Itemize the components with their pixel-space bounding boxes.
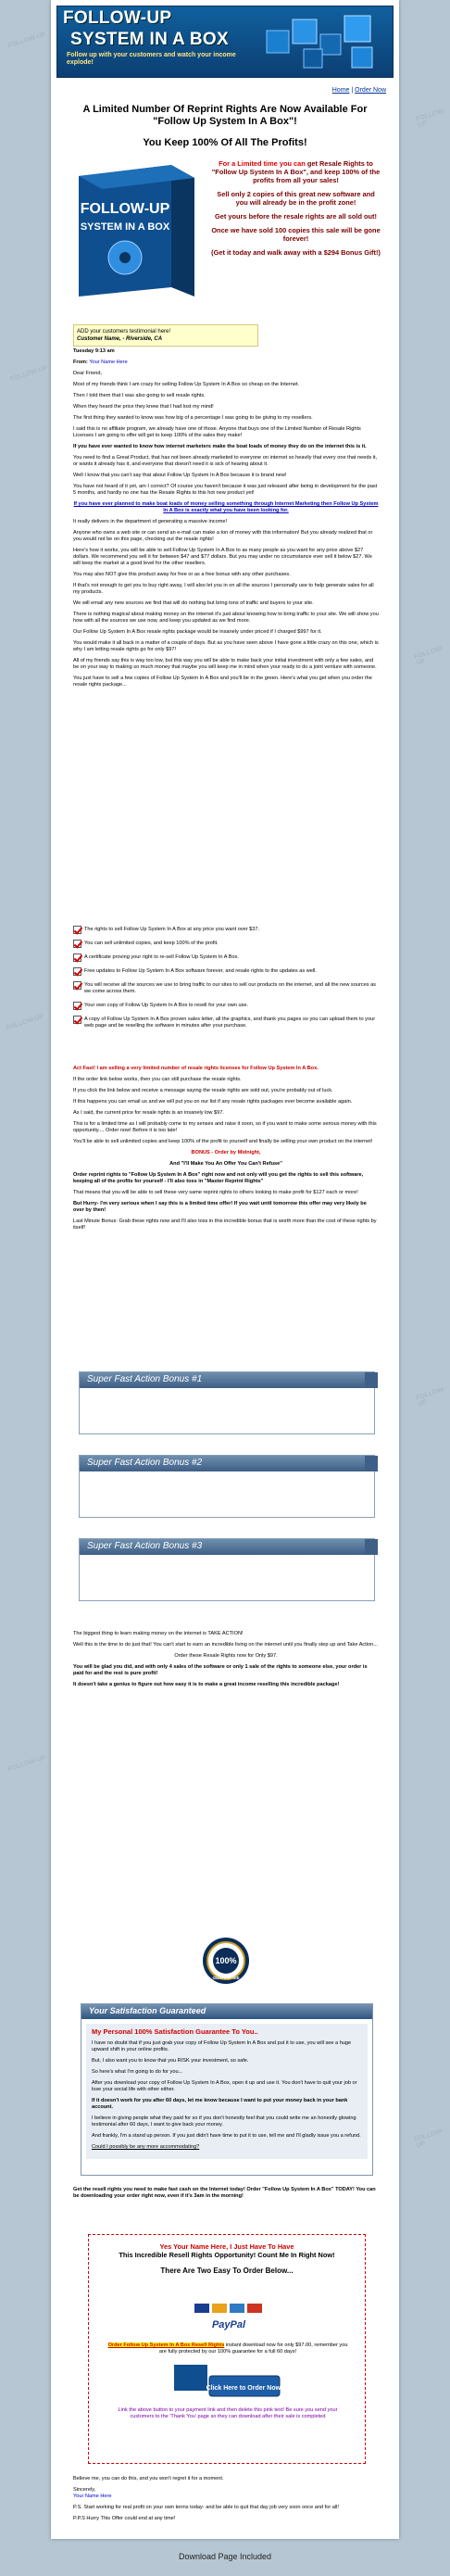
guarantee-p3: So here's what I'm going to do for you... <box>92 2069 183 2075</box>
letter-p21: You just have to sell a few copies of Follow Up System In A Box and you'll be in the green. Here's what you get when you order the resale rights package... <box>73 676 372 688</box>
bonus-title-1: Super Fast Action Bonus #1 <box>80 1372 374 1388</box>
closing-p1: Believe me, you can do this, and you won't regret it for a moment. <box>73 2476 224 2481</box>
letter-from-label: From: <box>73 360 88 365</box>
letter3-p3: Order these Resale Rights now for Only $97. <box>174 1653 278 1659</box>
letter3-p4: You will be glad you did, and with only 4 sales of the software or only 1 sale of the rights to someone else, your order is paid for and the rest is pure profit! <box>73 1664 368 1676</box>
letter-p13: Here's how it works, you will be able to sell Follow Up System In A Box to as many people as you want for any price above $27 dollars. We recommend you sell it for between $47 and $77 dollars. But you may under no circumstance ever sell it below $27. We will keep the market at a good level for the other resellers. <box>73 548 372 566</box>
benefits-checklist <box>73 927 379 1037</box>
testimonial-text: ADD your customers testimonial here! <box>77 329 171 335</box>
checklist-item: You will receive all the sources we use to bring traffic to our sites to sell our products on the internet, and all the new sources as we come across them. <box>73 982 379 995</box>
bonus-title-3: Super Fast Action Bonus #3 <box>80 1539 374 1555</box>
checkmark-icon <box>73 967 81 976</box>
order-two-ways: There Are Two Easy To Order Below... <box>160 2267 294 2275</box>
checkmark-icon <box>73 940 81 948</box>
cta-text <box>73 2187 379 2204</box>
letter-p17: There is nothing magical about making money on the internet it's just about knowing how to bring traffic to your site. We will show you how with all the sources we use now, and keep you updated as we find more. <box>73 612 379 624</box>
letter-p15: If that's not enough to get you to buy right away, I will also let you in on all the sources I personally use to help generate sales for all my products. <box>73 583 374 595</box>
order-box <box>88 2234 366 2464</box>
letter2-p7: You'll be able to sell unlimited copies and keep 100% of the profit to yourself and finally be selling your own product on the internet! <box>73 1139 373 1144</box>
nav-order-link[interactable]: Order Now <box>355 87 386 94</box>
order-heading-line2: This Incredible Resell Rights Opportunity! Count Me In Right Now! <box>119 2251 335 2259</box>
guarantee-p5: If it doesn't work for you after 60 days, let me know because I want to put your money back in your bank account. <box>92 2098 348 2110</box>
letter-p8: Well I know that you can't say that about Follow Up System In A Box because it is brand new! <box>73 473 287 478</box>
bonus-box-3 <box>79 1538 375 1601</box>
letter-body-2 <box>73 1066 379 1236</box>
letter-salutation: Dear Friend, <box>73 371 103 376</box>
bonus-title-2: Super Fast Action Bonus #2 <box>80 1456 374 1471</box>
guarantee-title: My Personal 100% Satisfaction Guarantee To You.. <box>92 2027 258 2036</box>
order-instructions-note: Link the above button to your payment link and then delete this pink text! Be sure you send your customers to the 'Thank You' page so they can download after their sale is completed <box>118 2407 338 2419</box>
testimonial-name: Customer Name, - Riverside, CA <box>77 336 163 342</box>
order-button-label: Click Here to Order Now! <box>206 2385 283 2392</box>
letter2-bonus1: BONUS - Order by Midnight, <box>191 1150 261 1155</box>
header-title-line2: SYSTEM IN A BOX <box>70 30 229 49</box>
letter-p4: The first thing they wanted to know was how big of a percentage I was going to be giving to my resellers. <box>73 415 313 421</box>
letter2-p1: Act Fast! I am selling a very limited number of resale rights licenses for Follow Up System In A Box. <box>73 1066 319 1071</box>
header-banner <box>56 6 394 78</box>
seal-top: 100% <box>215 1956 237 1965</box>
bonus-box-1 <box>79 1371 375 1434</box>
letter-p11: It really delivers in the department of generating a massive income! <box>73 519 228 524</box>
nav-separator: | <box>349 87 356 94</box>
guarantee-box <box>81 2003 373 2176</box>
offer-summary <box>210 159 381 262</box>
checkmark-icon <box>73 981 81 990</box>
bonus-tab <box>365 1456 378 1471</box>
checklist-item: Your own copy of Follow Up System In A Box to resell for your own use. <box>73 1003 379 1009</box>
offer-limited: For a Limited time you can <box>219 159 306 168</box>
letter-date: Tuesday 9:13 am <box>73 348 115 354</box>
guarantee-p1: I have no doubt that if you just grab your copy of Follow Up System In A Box and put it to use, you will see a huge upward shift in your online profits. <box>92 2040 352 2052</box>
guarantee-p4: After you download your copy of Follow Up System In A Box, open it up and use it. You don't have to quit your job or lose your social life with other either. <box>92 2080 357 2092</box>
page-headline: A Limited Number Of Reprint Rights Are Now Available For "Follow Up System In A Box"! <box>82 104 368 127</box>
order-now-button[interactable] <box>172 2361 283 2402</box>
cta-p1: Get the resell rights you need to make fast cash on the Internet today! Order "Follow Up System In A Box" TODAY! You can be downloading your order right now, even if it's 3am in the morning! <box>73 2187 376 2199</box>
letter-p2: Then I told them that I was also going to sell resale rights. <box>73 393 206 398</box>
offer-sell-two: Sell only 2 copies of this great new software and you will already be in the profit zone! <box>217 190 375 207</box>
page-subheadline: You Keep 100% Of All The Profits! <box>143 137 307 148</box>
checkmark-icon <box>73 1016 81 1024</box>
top-nav <box>332 87 386 94</box>
letter-p3: When they heard the price they knew that I had lost my mind! <box>73 404 214 410</box>
guarantee-p8: Could I possibly be any more accommodating? <box>92 2144 200 2150</box>
letter3-p1: The biggest thing to learn making money on the internet is TAKE ACTION! <box>73 1631 244 1636</box>
bonus-tab <box>365 1372 378 1388</box>
letter-p18: Our Follow Up System In A Box resale rights package would be insanely under priced if I charged $997 for it. <box>73 629 322 635</box>
checklist-item: Free updates to Follow Up System In A Box software forever, and resale rights to the updates as well. <box>73 968 379 975</box>
nav-home-link[interactable]: Home <box>331 87 350 94</box>
letter-p7: You need to find a Great Product, that has not been already marketed to everyone on internet so heavily that every one that needs it, or wants it already has it, and everyone that doesn't need it is sick of hearing about it. <box>73 455 378 467</box>
order-description <box>107 2342 348 2355</box>
guarantee-bar-title: Your Satisfaction Guaranteed <box>81 2004 372 2019</box>
closing-sign2: Your Name Here <box>73 2494 112 2499</box>
checklist-item: The rights to sell Follow Up System In A Box at any price you want over $37. <box>73 927 379 933</box>
sales-page <box>51 0 399 2539</box>
letter2-p9: That means that you will be able to sell these very same reprint rights to others looking to make profit for $127 each or more! <box>73 1190 358 1195</box>
letter-from-name: Your Name Here <box>89 360 128 365</box>
offer-resale: get Resale Rights to "Follow Up System In A Box", and keep 100% of the profits from all your sales! <box>211 159 381 184</box>
letter-p6: If you have ever wanted to know how internet marketers make the boat loads of money they do on the internet this is it. <box>73 444 367 449</box>
letter-body-3 <box>73 1631 379 1693</box>
offer-once-sold: Once we have sold 100 copies this sale will be gone forever! <box>211 226 381 243</box>
closing-pps: P.P.S Hurry This Offer could end at any time! <box>73 2516 176 2521</box>
footer-caption: Download Page Included <box>178 2552 272 2561</box>
header-tagline: Follow up with your customers and watch your income explode! <box>67 52 236 66</box>
letter-p10: If you have ever planned to make boat loads of money selling something through Internet Marketing then Follow Up System In A Box is exactly what you have been looking for. <box>73 501 379 513</box>
letter2-p6: This is for a limited time as I will probably come to my senses and raise it soon, so if you want to make some serious money with this opportunity.... Order now! Before it is too late! <box>73 1121 377 1133</box>
checklist-item: You can sell unlimited copies, and keep 100% of the profit. <box>73 941 379 947</box>
closing-ps: P.S. Start working for real profit on your own terms today- and be able to quit that day job very soon once and for all! <box>73 2505 339 2510</box>
testimonial-box <box>73 324 258 347</box>
guarantee-seal-icon <box>202 1937 250 1985</box>
order-heading <box>89 2242 365 2259</box>
offer-get-yours: Get yours before the resale rights are all sold out! <box>215 212 377 221</box>
offer-bonus-gift: (Get it today and walk away with a $294 Bonus Gift!) <box>211 248 381 257</box>
bonus-tab <box>365 1539 378 1555</box>
letter2-bonus2: And "I'll Make You An Offer You Can't Refuse" <box>169 1161 282 1167</box>
letter-p5: I said this is no affiliate program, we already have one of those. Anyone that buys one of the Limited Number of Resale Rights Licenses I am going to offer will get to keep 100% of the sales they make! <box>73 426 361 438</box>
letter2-p5: As I said, the current price for resale rights is an insanely low $97. <box>73 1110 224 1116</box>
bonus-box-2 <box>79 1455 375 1518</box>
order-heading-line1: Yes Your Name Here, I Just Have To Have <box>159 2242 294 2251</box>
boxart-line1: FOLLOW-UP <box>80 201 170 217</box>
checkmark-icon <box>73 953 81 962</box>
letter2-p8: Order reprint rights to "Follow Up System In A Box" right now and not only will you get the rights to sell this software, keeping all of the profits for yourself - I'll also toss in "Master Reprint Rights" <box>73 1172 364 1184</box>
paypal-logo: PayPal <box>211 2319 246 2330</box>
letter2-p3: If you click the link below and receive a message saying the resale rights are sold out, you're probably out of luck. <box>73 1088 333 1093</box>
product-box-image <box>69 158 204 306</box>
letter-p14: You may also NOT give this product away for free or as a free bonus with any other purchases. <box>73 572 291 577</box>
letter-body-1 <box>73 348 379 693</box>
letter-p20: All of my friends say this is way too low, but this way you will be able to make back your initial investment with only a few sales, and be on your way to making so much money that maybe you will keep me in mind when your ready to do a joint venture with someone. <box>73 658 377 670</box>
checklist-item: A copy of Follow Up System In A Box proven sales letter, all the graphics, and thank you pages so you can upload them to your web page and be reselling the software in minutes after your purchase. <box>73 1017 379 1029</box>
letter2-p11: Last Minute Bonus: Grab these rights now and I'll also toss in this incredible bonus that is worth more than the cost of these rights by itself! <box>73 1219 377 1231</box>
guarantee-content <box>86 2024 368 2159</box>
closing-sign1: Sincerely, <box>73 2487 96 2493</box>
guarantee-p7: And frankly, I'm a stand up person. If you just didn't have time to put it to use, tell me and I'll gladly issue you a refund. <box>92 2133 361 2139</box>
guarantee-p6: I believe in giving people what they paid for so if you don't honestly feel that you could write me an honestly glowing testimonial after 60 days, I want to give back your money. <box>92 2115 356 2128</box>
guarantee-p2: But, I also want you to know that you RISK your investment, so safe. <box>92 2058 249 2064</box>
checkmark-icon <box>73 1002 81 1010</box>
letter3-p5: It doesn't take a genius to figure out how easy it is to make a great income reselling this incredible package! <box>73 1682 340 1687</box>
cubes-graphic <box>248 12 387 73</box>
boxart-line2: SYSTEM IN A BOX <box>80 221 170 233</box>
header-title-line1: FOLLOW-UP <box>63 8 172 28</box>
letter2-p10: But Hurry- I'm very serious when I say this is a limited time offer! If you wait until tomorrow this offer may very likely be over by then! <box>73 1201 367 1213</box>
letter-p9: You have not heard of it yet, am I correct? Of course you haven't because it was just released after being in development for the past 5 months, and hardly no one has the Resale Rights to this hot new product yet! <box>73 484 378 496</box>
letter-p16: We will email any new sources we find that will do nothing but bring tons of traffic and buyers to your site. <box>73 600 314 606</box>
closing-text <box>73 2476 379 2527</box>
payment-logos <box>193 2302 265 2333</box>
letter3-p2: Well this is the time to do just that! You can't start to earn an incredible living on the internet until you finally step up and Take Action... <box>73 1642 378 1648</box>
letter2-p4: If this happens you can email us and we will put you on our list if any resale rights packages ever become available again. <box>73 1099 353 1105</box>
order-link-text[interactable]: Order Follow Up System In A Box Resell Rights <box>107 2342 225 2348</box>
checkmark-icon <box>73 926 81 934</box>
seal-bottom: GUARANTEE <box>212 1976 240 1980</box>
letter-p12: Anyone who owns a web site or can send an e-mail can make a ton of money with this information! But you already realized that or you would not be on this page, checking out the resale rights! <box>73 530 373 542</box>
letter2-p2: If the order link below works, then you can still purchase the resale rights. <box>73 1077 242 1082</box>
checklist-item: A certificate proving your right to re-sell Follow Up System In A Box. <box>73 954 379 961</box>
letter-p1: Most of my friends think I am crazy for selling Follow Up System In A Box so cheap on the Internet. <box>73 382 300 387</box>
letter-p19: You would make it all back in a matter of a couple of days. But as you have seen above I have gone a little crazy on this one, which is why I am letting resale rights go for only $97! <box>73 640 379 652</box>
order-desc-rest: instant download now for only $97.00, remember you are fully protected by our 100% guarantee for a full 60 days! <box>158 2342 348 2355</box>
